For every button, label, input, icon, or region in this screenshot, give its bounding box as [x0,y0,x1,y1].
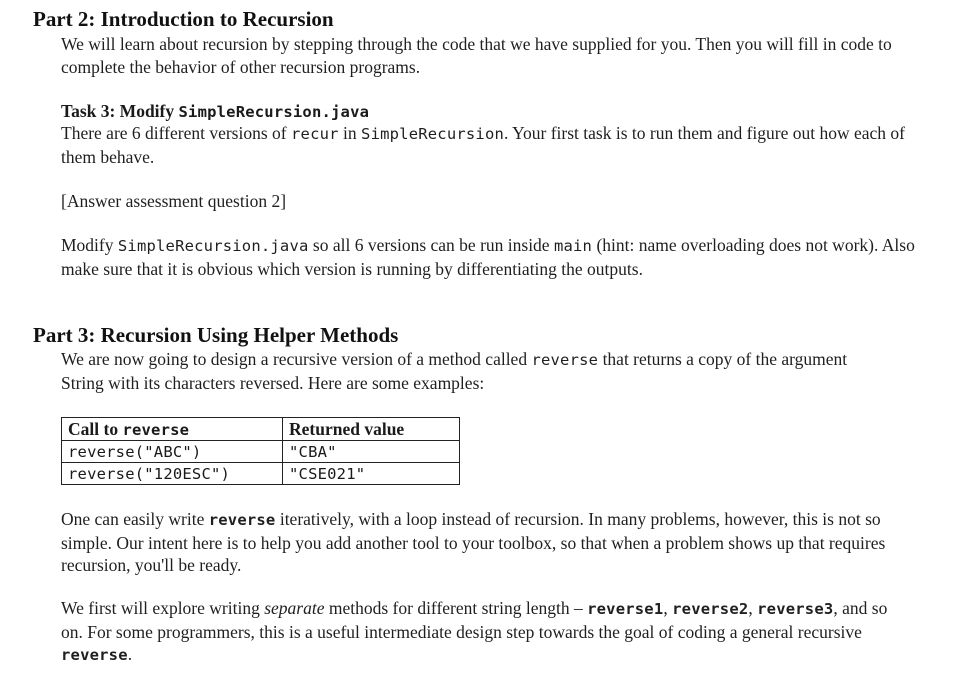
table-header-row [62,418,460,441]
part2-heading: Part 2: Introduction to Recursion [33,7,334,31]
part3-intro [61,348,881,394]
task3-p1-code-2: SimpleRecursion [361,125,505,143]
task3-p2-code-2: main [553,237,593,255]
task3-p1-code-1: recur [291,125,339,143]
task3-title [61,100,369,123]
header-call-prefix: Call to [68,418,123,439]
part3-p3-italic-1: separate [264,598,325,618]
part3-p2-text-2: iteratively, with a loop instead of recursion. In many problems, however, this is not so simple. Our intent here is to help you add another tool to your toolbox, so that when a problem shows up that requires recursion, you'll be ready. [61,509,886,575]
part3-heading: Part 3: Recursion Using Helper Methods [33,323,399,347]
task3-paragraph-2 [61,234,921,280]
task3-paragraph-1 [61,122,921,168]
assessment-note: [Answer assessment question 2] [61,191,287,211]
returned-code: "CSE021" [289,465,366,483]
task3-p2-text-2: so all 6 versions can be run inside [308,235,554,255]
header-call [62,418,283,441]
part3-p3-text-6: . [127,644,133,664]
part3-intro-text-1: We are now going to design a recursive version of a method called [61,349,532,369]
part3-p3-text-5: , and so on. For some programmers, this is a useful intermediate design step towards the goal of coding a general recursive [61,598,888,642]
part3-intro-text-2: that returns a copy of the argument String with its characters reversed. Here are some examples: [61,349,848,393]
part3-p3-code-4: reverse [61,646,128,664]
table-cell-call [62,441,283,463]
part3-p3-text-2: methods for different string length – [324,598,588,618]
part3-paragraph-3 [61,597,911,667]
reverse-examples-table [61,417,460,485]
part3-p2-text-1: One can easily write [61,509,209,529]
task3-p1-text-1: There are 6 different versions of [61,123,291,143]
task3-p2-text-3: (hint: name overloading does not work). Also make sure that it is obvious which version is running by differentiating the outputs. [61,235,915,279]
part3-intro-code-1: reverse [531,351,599,369]
task3-title-prefix: Task 3: Modify [61,101,179,121]
part3-p3-code-2: reverse2 [672,600,749,618]
part3-p3-code-3: reverse3 [757,600,834,618]
task3-p2-code-1: SimpleRecursion.java [117,237,309,255]
table-cell-call [62,463,283,485]
part2-intro: We will learn about recursion by stepping through the code that we have supplied for you. Then you will fill in code to complete the behavior of other recursion programs. [61,34,892,77]
part3-p3-text-4: , [748,598,758,618]
part3-p2-code-1: reverse [208,511,276,529]
task3-p1-text-3: . Your first task is to run them and figure out how each of them behave. [61,123,906,167]
task3-p1-text-2: in [338,123,362,143]
returned-code: "CBA" [289,443,337,461]
call-code: reverse("ABC") [68,443,202,461]
part3-p3-text-3: , [663,598,673,618]
table-cell-returned [283,441,460,463]
task3-title-code: SimpleRecursion.java [178,103,370,121]
header-call-code: reverse [122,420,190,439]
table-row [62,441,460,463]
part3-p3-code-1: reverse1 [587,600,664,618]
part3-paragraph-2 [61,508,911,577]
call-code: reverse("120ESC") [68,465,231,483]
task3-p2-text-1: Modify [61,235,118,255]
table-cell-returned [283,463,460,485]
part3-p3-text-1: We first will explore writing [61,598,265,618]
header-returned: Returned value [283,418,460,441]
table-row [62,463,460,485]
